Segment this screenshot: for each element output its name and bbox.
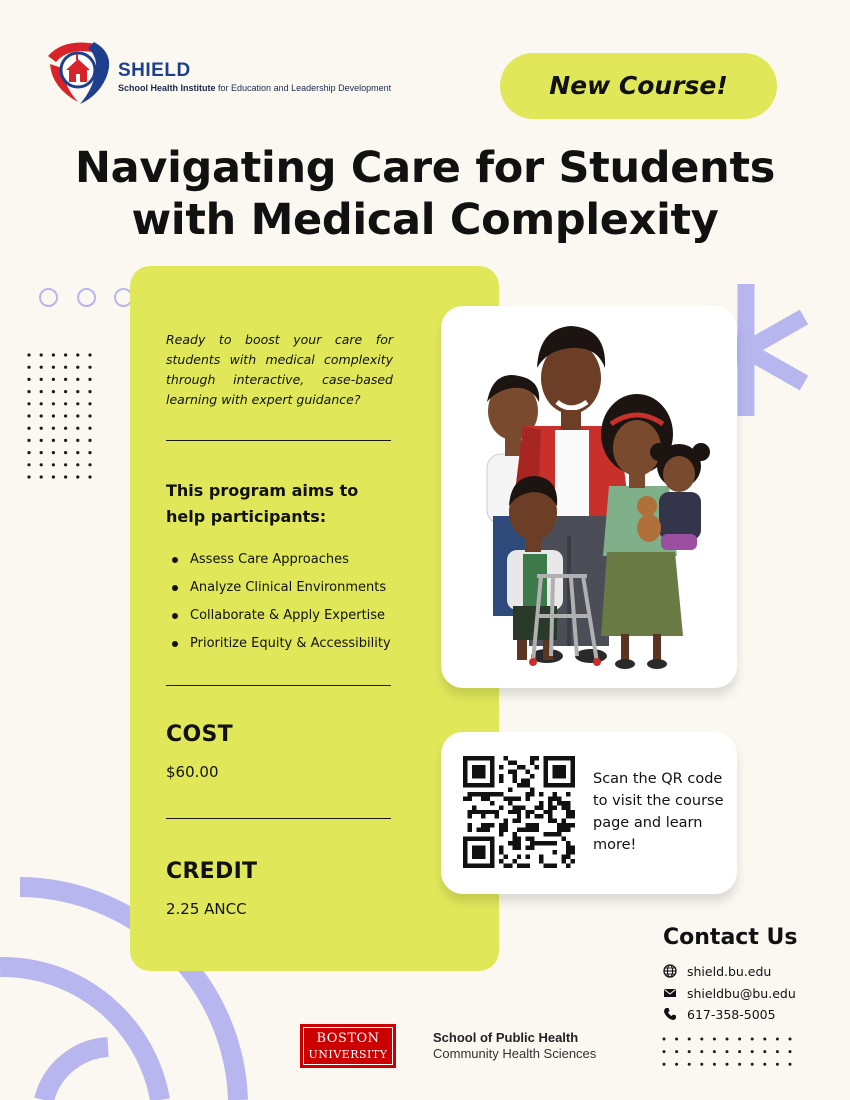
aims-heading-line-1: This program aims to <box>166 481 359 500</box>
logo-name: SHIELD <box>118 60 191 81</box>
family-illustration-card <box>441 306 737 688</box>
contact-email[interactable] <box>663 984 796 1002</box>
family-illustration <box>441 306 737 688</box>
divider <box>166 685 391 686</box>
aims-list-item: Prioritize Equity & Accessibility <box>166 630 406 658</box>
contact-heading: Contact Us <box>663 925 798 950</box>
aims-heading <box>166 478 396 530</box>
decor-ring <box>39 288 58 307</box>
aims-list-item: Collaborate & Apply Expertise <box>166 602 406 630</box>
dot-grid-left <box>25 351 95 491</box>
page-title-line-2: with Medical Complexity <box>131 195 719 245</box>
divider <box>166 440 391 441</box>
dot-grid-right <box>660 1035 800 1075</box>
decor-ring <box>77 288 96 307</box>
contact-website[interactable] <box>663 962 771 980</box>
page-title-line-1: Navigating Care for Students <box>74 143 775 193</box>
phone-icon <box>663 1007 677 1021</box>
aims-list <box>166 546 406 658</box>
school-name: School of Public Health <box>433 1030 579 1045</box>
shield-logo <box>44 34 404 104</box>
page-title <box>40 142 810 246</box>
cost-value: $60.00 <box>166 763 219 781</box>
aims-heading-line-2: help participants: <box>166 507 327 526</box>
intro-text: Ready to boost your care for students with medical complexity through interactive, case-based learning with expert guidance? <box>166 332 393 407</box>
qr-instructions: Scan the QR code to visit the course page and learn more! <box>593 771 724 853</box>
boston-university-logo <box>300 1024 396 1068</box>
department-name: Community Health Sciences <box>433 1046 597 1061</box>
cost-label: COST <box>166 722 233 747</box>
aims-list-item: Assess Care Approaches <box>166 546 406 574</box>
globe-icon <box>663 964 677 978</box>
mail-icon <box>663 986 677 1000</box>
divider <box>166 818 391 819</box>
credit-label: CREDIT <box>166 859 258 884</box>
logo-tagline-rest: for Education and Leadership Development <box>218 83 392 93</box>
logo-tagline <box>118 83 391 93</box>
bu-logo-frame <box>303 1027 393 1065</box>
new-course-badge-text: New Course! <box>549 71 728 100</box>
qr-code[interactable] <box>463 756 575 868</box>
contact-phone-text: 617-358-5005 <box>687 1006 776 1022</box>
aims-list-item: Analyze Clinical Environments <box>166 574 406 602</box>
shield-emblem-icon <box>44 34 116 106</box>
logo-tagline-bold: School Health Institute <box>118 83 216 93</box>
contact-phone[interactable] <box>663 1005 776 1023</box>
bu-logo-line-2: UNIVERSITY <box>308 1048 388 1061</box>
new-course-badge <box>500 53 777 119</box>
bu-logo-line-1: BOSTON <box>316 1031 380 1046</box>
contact-website-text: shield.bu.edu <box>687 963 772 979</box>
credit-value: 2.25 ANCC <box>166 900 247 918</box>
qr-code-card <box>441 732 737 894</box>
contact-email-text: shieldbu@bu.edu <box>687 985 796 1001</box>
